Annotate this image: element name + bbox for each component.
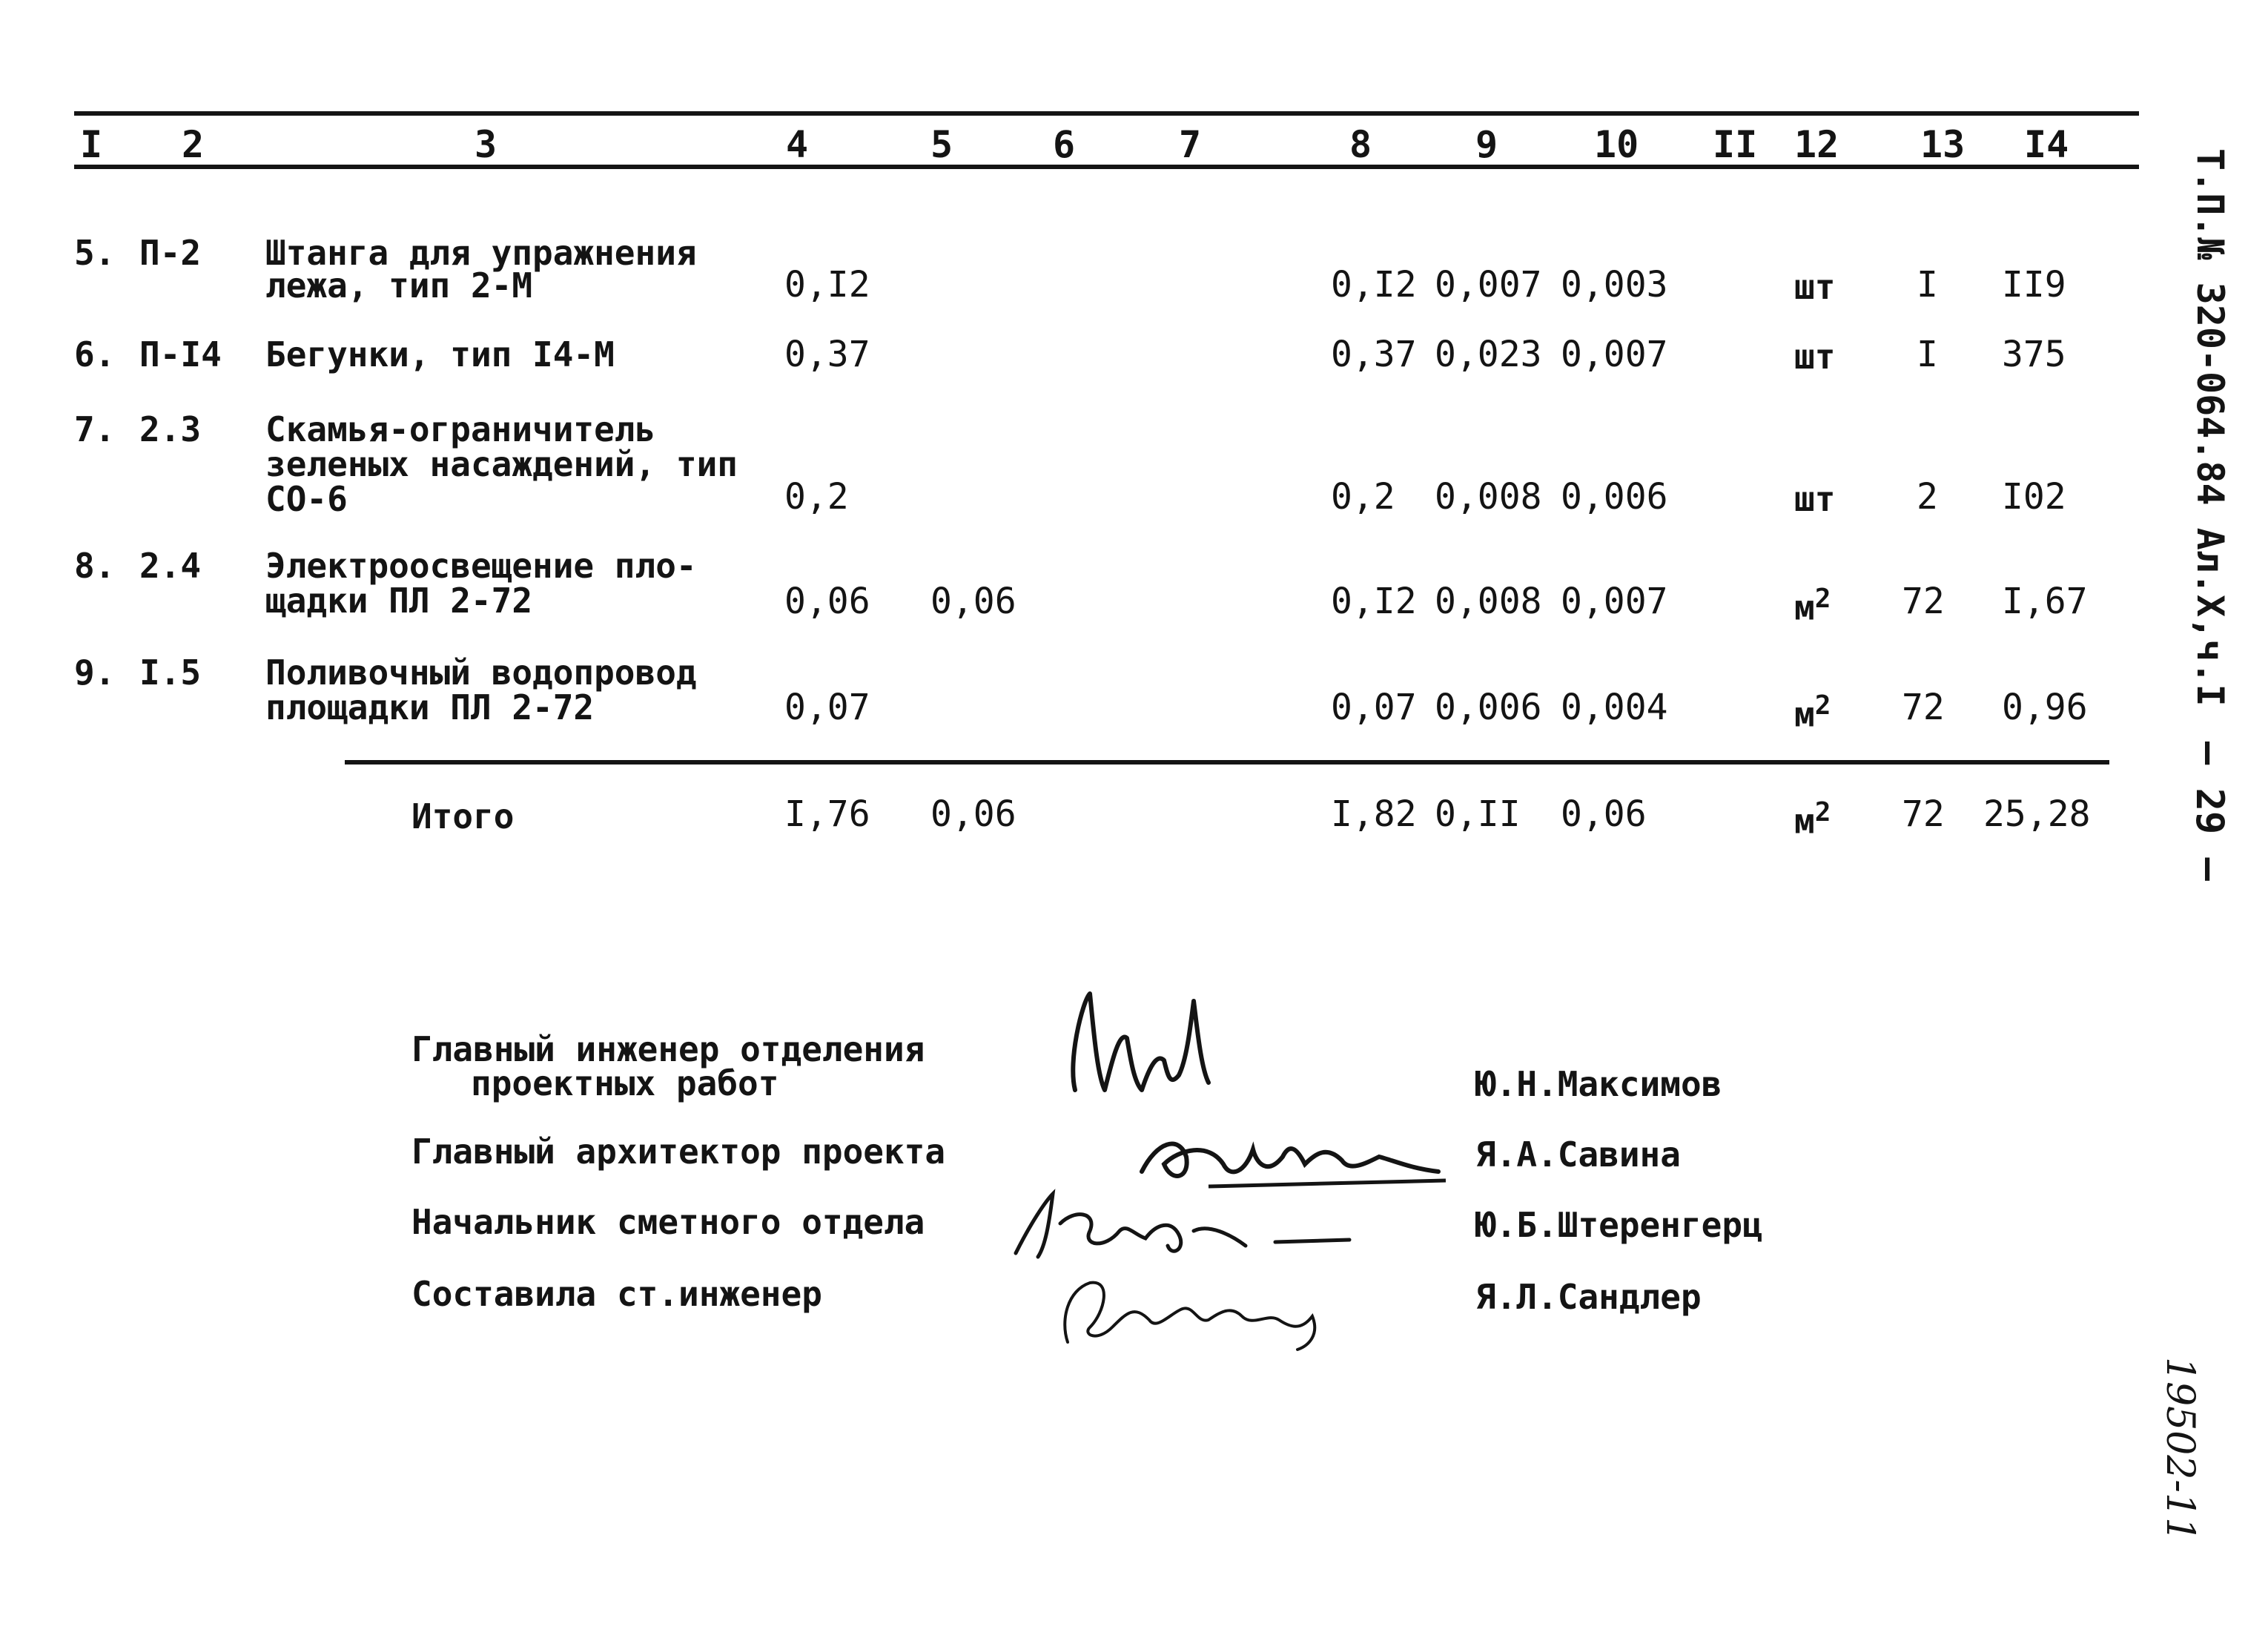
cell-col13: 72 (1902, 581, 1945, 622)
signer-title: проектных работ (471, 1063, 779, 1103)
row-description-line: Бегунки, тип I4-М (265, 334, 615, 374)
unit-superscript: 2 (1814, 584, 1831, 614)
col-header-11: II (1713, 123, 1758, 166)
col-header-2: 2 (182, 123, 205, 166)
col-header-3: 3 (475, 123, 497, 166)
handwritten-signature (1053, 1261, 1335, 1357)
row-description-line: щадки ПЛ 2-72 (265, 581, 533, 621)
col-header-8: 8 (1349, 123, 1372, 166)
col-header-14: I4 (2024, 123, 2069, 166)
row-code: 2.3 (139, 409, 202, 449)
row-description-line: площадки ПЛ 2-72 (265, 687, 595, 727)
signer-name: Я.Л.Сандлер (1475, 1277, 1702, 1317)
table-top-rule (74, 111, 2139, 116)
cell-col14: 0,96 (2002, 687, 2088, 728)
inventory-number: 19502-11 (2158, 1357, 2202, 1542)
cell-col14: II9 (2002, 264, 2066, 306)
total-col10: 0,06 (1561, 793, 1647, 835)
cell-col10: 0,007 (1561, 581, 1668, 622)
cell-col8: 0,37 (1331, 334, 1417, 375)
col-header-9: 9 (1475, 123, 1498, 166)
col-header-5: 5 (930, 123, 953, 166)
cell-col5: 0,06 (930, 581, 1016, 622)
col-header-4: 4 (786, 123, 809, 166)
row-code: П-2 (139, 233, 202, 273)
col-header-10: 10 (1594, 123, 1639, 166)
total-col13: 72 (1902, 793, 1945, 835)
total-col5: 0,06 (930, 793, 1016, 835)
handwritten-signature (1008, 1179, 1364, 1268)
cell-col10: 0,003 (1561, 264, 1668, 306)
cell-col10: 0,006 (1561, 476, 1668, 518)
cell-unit: $м^2$ (1794, 690, 1831, 735)
cell-col4: 0,I2 (784, 264, 870, 306)
handwritten-signature (1053, 986, 1246, 1112)
cell-col14: 375 (2002, 334, 2066, 375)
total-rule (345, 760, 2109, 764)
cell-col9: 0,008 (1435, 581, 1542, 622)
cell-col8: 0,I2 (1331, 264, 1417, 306)
cell-unit: $м^2$ (1794, 584, 1831, 628)
row-description-line: Поливочный водопровод (265, 653, 697, 693)
cell-col9: 0,006 (1435, 687, 1542, 728)
row-number: 6. (74, 334, 116, 374)
cell-col9: 0,007 (1435, 264, 1542, 306)
cell-col10: 0,004 (1561, 687, 1668, 728)
signer-title: Начальник сметного отдела (411, 1202, 925, 1242)
total-unit: $м^2$ (1794, 797, 1831, 842)
cell-col8: 0,I2 (1331, 581, 1417, 622)
cell-col10: 0,007 (1561, 334, 1668, 375)
signer-title: Главный инженер отделения (411, 1029, 925, 1069)
total-label: Итого (411, 796, 515, 836)
total-col14: 25,28 (1983, 793, 2091, 835)
row-description-line: зеленых насаждений, тип (265, 444, 738, 484)
cell-col9: 0,008 (1435, 476, 1542, 518)
cell-col9: 0,023 (1435, 334, 1542, 375)
signer-name: Ю.Н.Максимов (1475, 1064, 1722, 1104)
total-col9: 0,II (1435, 793, 1521, 835)
total-col8: I,82 (1331, 793, 1417, 835)
total-col4: I,76 (784, 793, 870, 835)
cell-col8: 0,07 (1331, 687, 1417, 728)
unit-superscript: 2 (1814, 690, 1831, 721)
cell-unit: шт (1794, 479, 1836, 519)
unit-superscript: 2 (1814, 797, 1831, 828)
row-number: 9. (74, 653, 116, 693)
row-code: 2.4 (139, 546, 202, 586)
page-number: — 29 — (2187, 742, 2232, 881)
cell-col4: 0,2 (784, 476, 849, 518)
col-header-13: 13 (1920, 123, 1966, 166)
cell-col8: 0,2 (1331, 476, 1395, 518)
document-reference: Т.П.№ 320-064.84 Ал.Х,ч.I (2189, 148, 2232, 707)
cell-col14: I,67 (2002, 581, 2088, 622)
cell-col13: I (1917, 264, 1938, 306)
cell-col13: 72 (1902, 687, 1945, 728)
signer-name: Я.А.Савина (1475, 1135, 1681, 1175)
row-description-line: лежа, тип 2-М (265, 265, 533, 306)
cell-col4: 0,37 (784, 334, 870, 375)
col-header-1: I (80, 123, 103, 166)
cell-col13: 2 (1917, 476, 1938, 518)
cell-col4: 0,06 (784, 581, 870, 622)
col-header-7: 7 (1179, 123, 1202, 166)
row-code: I.5 (139, 653, 202, 693)
cell-unit: шт (1794, 267, 1836, 307)
row-number: 5. (74, 233, 116, 273)
col-header-12: 12 (1794, 123, 1839, 166)
row-description-line: СО-6 (265, 479, 348, 519)
row-description-line: Штанга для упражнения (265, 233, 697, 273)
col-header-6: 6 (1053, 123, 1076, 166)
cell-col14: I02 (2002, 476, 2066, 518)
cell-col4: 0,07 (784, 687, 870, 728)
row-number: 8. (74, 546, 116, 586)
row-description-line: Скамья-ограничитель (265, 409, 656, 449)
cell-col13: I (1917, 334, 1938, 375)
row-description-line: Электроосвещение пло- (265, 546, 697, 586)
signer-title: Составила ст.инженер (411, 1274, 822, 1314)
signer-name: Ю.Б.Штеренгерц (1475, 1205, 1763, 1245)
signer-title: Главный архитектор проекта (411, 1132, 946, 1172)
row-number: 7. (74, 409, 116, 449)
cell-unit: шт (1794, 337, 1836, 377)
row-code: П-I4 (139, 334, 222, 374)
